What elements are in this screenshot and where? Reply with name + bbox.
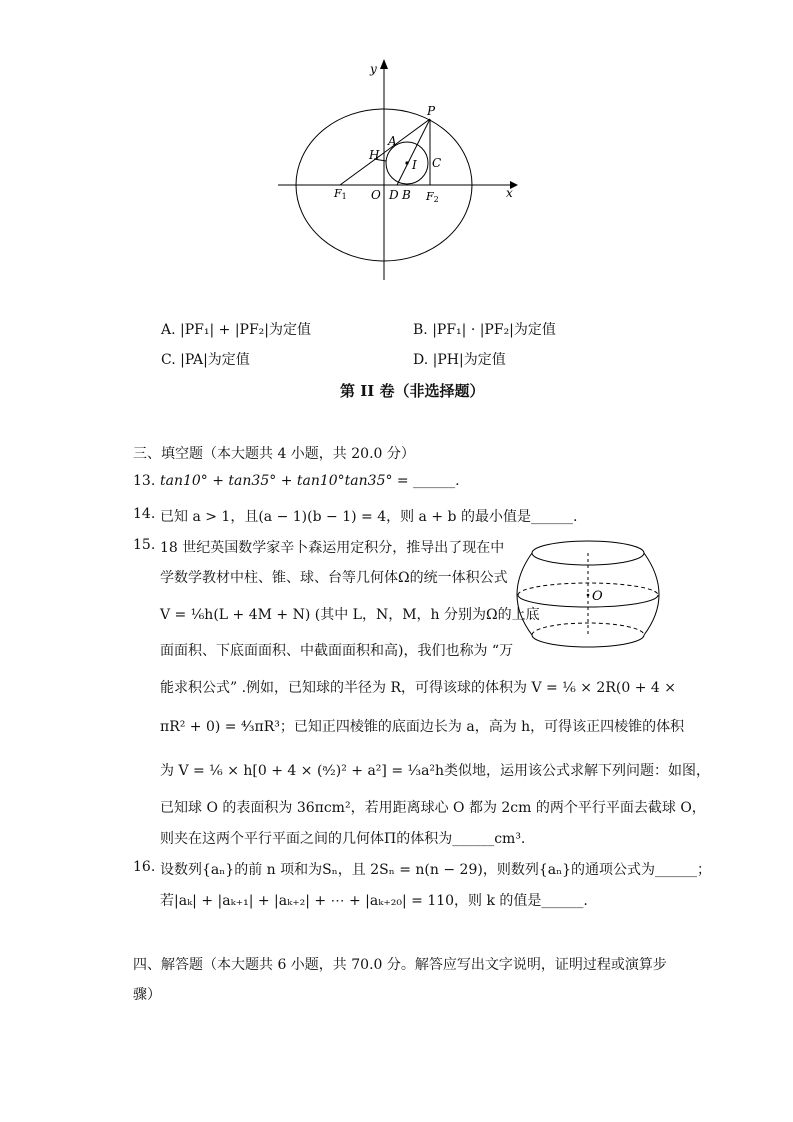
section4-line-1: 四、解答题（本大题共 6 小题，共 70.0 分。解答应写出文字说明，证明过程或演算步 xyxy=(133,957,667,973)
q15-line-3: V = ¹⁄₆h(L + 4M + N) (其中 L，N，M，h 分别为Ω的上底 xyxy=(160,607,540,623)
q15-line-9: 则夹在这两个平行平面之间的几何体Π的体积为______cm³. xyxy=(160,831,526,847)
option-d: D. |PH|为定值 xyxy=(413,352,506,368)
q14-number: 14. xyxy=(133,506,156,522)
label-C: C xyxy=(432,156,442,170)
label-B: B xyxy=(402,188,411,202)
right-arc xyxy=(644,553,659,635)
sphere-segment-figure xyxy=(512,535,664,675)
option-a: A. |PF₁| + |PF₂|为定值 xyxy=(161,322,312,338)
label-O: O xyxy=(371,188,381,202)
label-A: A xyxy=(388,134,397,148)
q15-number: 15. xyxy=(133,537,156,553)
section3-heading: 三、填空题（本大题共 4 小题，共 20.0 分） xyxy=(133,446,415,462)
q15-line-1: 18 世纪英国数学家辛卜森运用定积分，推导出了现在中 xyxy=(160,540,505,556)
q13-number: 13. xyxy=(133,473,156,489)
label-y: y xyxy=(370,62,377,76)
label-I: I xyxy=(412,158,417,172)
label-center-O: O xyxy=(592,589,603,604)
q15-line-6: πR² + 0) = ⁴⁄₃πR³；已知正四棱锥的底面边长为 a，高为 h，可得该正四棱锥的体积 xyxy=(160,719,685,735)
label-F1: F1 xyxy=(334,187,347,201)
option-b: B. |PF₁| · |PF₂|为定值 xyxy=(413,322,556,338)
part2-title: 第 II 卷（非选择题） xyxy=(340,382,485,400)
bottom-ellipse-front xyxy=(532,635,644,647)
q16-line-1: 设数列{aₙ}的前 n 项和为Sₙ，且 2Sₙ = n(n − 29)，则数列{aₙ}的通项公式为______； xyxy=(160,862,712,878)
line-F1-P xyxy=(340,119,430,185)
label-F2: F2 xyxy=(426,190,439,204)
center-dot xyxy=(587,594,590,597)
left-arc xyxy=(517,553,532,635)
q13-text: tan10° + tan35° + tan10°tan35° = ______. xyxy=(160,473,460,489)
q16-number: 16. xyxy=(133,859,156,875)
label-x: x xyxy=(506,186,513,200)
option-c: C. |PA|为定值 xyxy=(161,352,250,368)
label-P: P xyxy=(427,104,436,118)
q15-line-5: 能求积公式” .例如，已知球的半径为 R，可得该球的体积为 V = ¹⁄₆ × 2R(0 + 4 × xyxy=(160,680,676,696)
q15-line-7: 为 V = ¹⁄₆ × h[0 + 4 × (ᵃ⁄₂)² + a²] = ¹⁄₃a²h类似地，运用该公式求解下列问题：如图， xyxy=(160,763,711,779)
q15-line-8: 已知球 O 的表面积为 36πcm²，若用距离球心 O 都为 2cm 的两个平行平面去截球 O， xyxy=(160,800,706,816)
label-H: H xyxy=(369,148,380,162)
q15-line-2: 学数学教材中柱、锥、球、台等几何体Ω的统一体积公式 xyxy=(160,570,508,586)
label-D: D xyxy=(389,188,399,202)
q14-text: 已知 a > 1，且(a − 1)(b − 1) = 4，则 a + b 的最小值是______. xyxy=(160,509,578,525)
section4-line-2: 骤） xyxy=(133,987,161,1003)
q15-line-4: 面面积、下底面面积、中截面面积和高)，我们也称为 “万 xyxy=(160,643,514,659)
ellipse-figure xyxy=(270,55,530,295)
q16-line-2: 若|aₖ| + |aₖ₊₁| + |aₖ₊₂| + ⋯ + |aₖ₊₂₀| = 110，则 k 的值是______. xyxy=(160,893,588,909)
y-axis-arrow-icon xyxy=(380,59,388,69)
